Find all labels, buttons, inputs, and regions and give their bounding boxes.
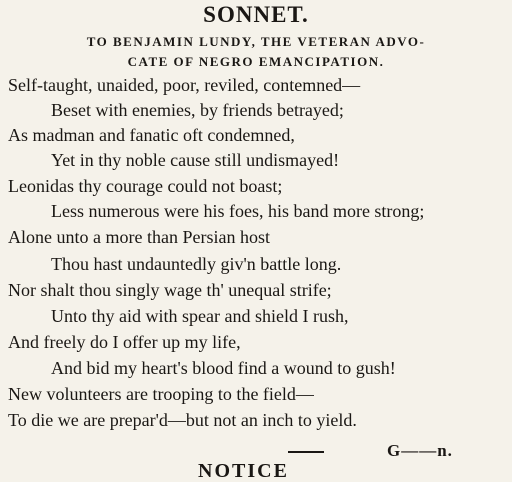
poem-line: Nor shalt thou singly wage th' unequal strife; <box>8 280 332 300</box>
poem-line: New volunteers are trooping to the field— <box>8 384 314 404</box>
poem-title: SONNET. <box>203 2 309 27</box>
poem-line: Thou hast undauntedly giv'n battle long. <box>51 254 342 274</box>
next-article-heading <box>198 460 310 482</box>
poem-line: Leonidas thy courage could not boast; <box>8 176 283 196</box>
poem-line: And bid my heart's blood find a wound to gush! <box>51 358 396 378</box>
poem-line: As madman and fanatic oft condemned, <box>8 125 295 145</box>
poem-line: Beset with enemies, by friends betrayed; <box>51 100 344 120</box>
poem-line: To die we are prepar'd—but not an inch to yield. <box>8 410 357 430</box>
poem-dedication-line-1: TO BENJAMIN LUNDY, THE VETERAN ADVO- <box>86 34 426 49</box>
poem-line: Unto thy aid with spear and shield I rush, <box>51 306 349 326</box>
poem-dedication-line-2: CATE OF NEGRO EMANCIPATION. <box>127 54 385 69</box>
poem-line: And freely do I offer up my life, <box>8 332 241 352</box>
signature-initials: G——n. <box>387 441 453 460</box>
poem-line: Less numerous were his foes, his band more strong; <box>51 201 425 221</box>
poem-line: Yet in thy noble cause still undismayed! <box>51 150 340 170</box>
poem-signature <box>0 440 512 462</box>
signature-dash <box>288 451 324 453</box>
poem-line: Alone unto a more than Persian host <box>8 227 270 247</box>
poem-line: Self-taught, unaided, poor, reviled, contemned— <box>8 75 361 95</box>
next-article-heading-text: NOTICE <box>198 460 289 482</box>
